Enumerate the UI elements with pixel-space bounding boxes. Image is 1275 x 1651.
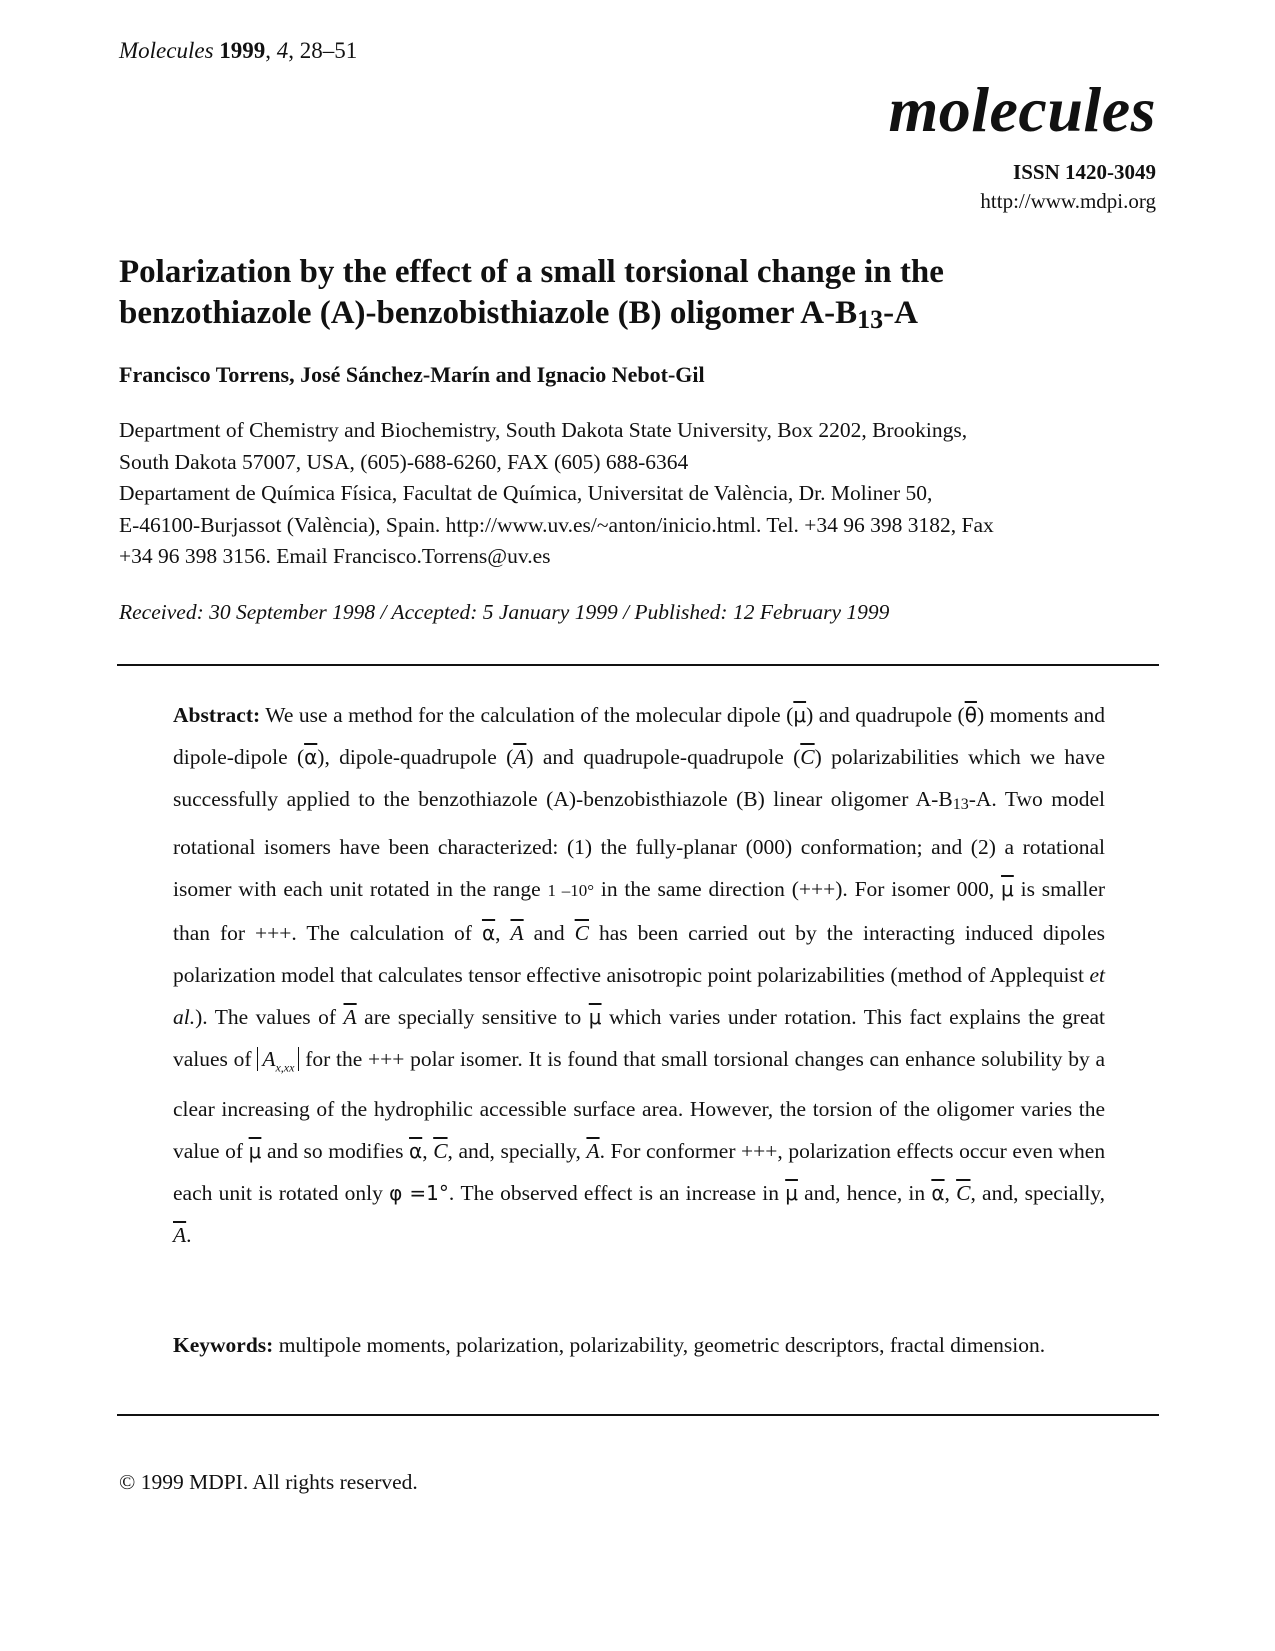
axxx-symbol: A — [262, 1047, 276, 1071]
affiliation-2-line-1: Departament de Química Física, Facultat de Química, Universitat de València, Dr. Moliner 50, — [119, 481, 933, 505]
authors: Francisco Torrens, José Sánchez-Marín and Ignacio Nebot-Gil — [119, 362, 705, 387]
a-tensor-symbol: $\overline{A}$ — [510, 921, 524, 945]
et-al: et al. — [173, 963, 1105, 1029]
axxx-magnitude — [257, 1047, 299, 1075]
keywords-label: Keywords: — [173, 1333, 274, 1357]
title-line-2: benzothiazole (A)-benzobisthiazole (B) oligomer A-B — [119, 295, 858, 331]
abstract-text: and — [533, 921, 565, 945]
citation-year: 1999 — [219, 38, 266, 63]
a-tensor-symbol: $\overline{A}$ — [513, 745, 527, 769]
affiliation-1-line-1: Department of Chemistry and Biochemistry, South Dakota State University, Box 2202, Brookings, — [119, 418, 968, 442]
oligomer-subscript: 13 — [952, 796, 969, 813]
abstract-text: are specially sensitive to — [364, 1005, 582, 1029]
bottom-divider — [117, 1414, 1159, 1416]
journal-url[interactable]: http://www.mdpi.org — [980, 189, 1156, 213]
mu-symbol: $\overline{\mu}$ — [785, 1181, 798, 1206]
abstract-text: ) moments and dipole-dipole ( — [173, 703, 1105, 769]
phi-value: φ =1° — [389, 1181, 449, 1206]
abstract-text: ), dipole-quadrupole ( — [317, 745, 514, 769]
keywords-text: multipole moments, polarization, polarizability, geometric descriptors, fractal dimension. — [278, 1333, 1046, 1357]
title-line-2-end: -A — [883, 295, 918, 331]
abstract-text: ). The values of — [195, 1005, 337, 1029]
abstract-text: for the +++ polar isomer. It is found that small torsional changes can enhance solubility by a clear increasing of the hydrophilic accessible surface area. However, the torsion of the oligomer varies the value of — [173, 1047, 1106, 1164]
c-tensor-symbol: $\overline{C}$ — [956, 1181, 971, 1206]
affiliations — [119, 415, 1164, 573]
theta-symbol: $\overline{\theta}$ — [964, 703, 977, 727]
affiliation-2-line-3: +34 96 398 3156. Email Francisco.Torrens@uv.es — [119, 544, 551, 568]
abstract-text: . For conformer +++, polarization effects occur even when each unit is rotated only — [173, 1139, 1106, 1206]
abstract-text: , and, specially, — [447, 1139, 581, 1164]
a-tensor-symbol: $\overline{A}$ — [173, 1223, 187, 1248]
alpha-symbol: $\overline{\alpha}$ — [409, 1139, 423, 1164]
alpha-symbol: $\overline{\alpha}$ — [931, 1181, 945, 1206]
c-tensor-symbol: $\overline{C}$ — [433, 1139, 448, 1164]
abstract-text: ) and quadrupole-quadrupole ( — [526, 745, 801, 769]
mu-symbol: $\overline{\mu}$ — [793, 703, 807, 727]
citation-journal: Molecules — [119, 38, 214, 63]
abstract-text: is smaller than for +++. The calculation of — [173, 877, 1106, 945]
title-line-1: Polarization by the effect of a small torsional change in the — [119, 254, 944, 290]
alpha-symbol: $\overline{\alpha}$ — [481, 921, 496, 945]
top-divider — [117, 664, 1159, 666]
abstract-label: Abstract: — [173, 703, 261, 727]
abstract-text: and, hence, in — [804, 1181, 926, 1206]
abstract — [173, 694, 1105, 1256]
abstract-text: ) polarizabilities which we have successfully applied to the benzothiazole (A)-benzobisthiazole (B) linear oligomer A-B — [173, 745, 1105, 811]
affiliation-1-line-2: South Dakota 57007, USA, (605)-688-6260, FAX (605) 688-6364 — [119, 449, 689, 474]
a-tensor-symbol: $\overline{A}$ — [586, 1139, 600, 1164]
c-tensor-symbol: $\overline{C}$ — [574, 921, 589, 945]
abstract-text: . — [186, 1223, 192, 1248]
rotation-range: 1 –10° — [547, 881, 595, 900]
title-subscript: 13 — [857, 305, 884, 334]
copyright: © 1999 MDPI. All rights reserved. — [119, 1470, 418, 1494]
abstract-text: -A. Two model rotational isomers have been characterized: (1) the fully-planar (000) conformation; and (2) a rotational isomer with each unit rotated in the range — [173, 787, 1105, 901]
issn: ISSN 1420-3049 — [1013, 160, 1156, 184]
abstract-text: ) and quadrupole ( — [806, 703, 965, 727]
abstract-paragraph: Abstract: We use a method for the calculation of the molecular dipole $(\overline{\mu})$ and quadrupole $(\overline{\theta})$ moments and dipole-dipole $(\overline{\alpha})$, dipole-quadrupole $(\overline{A})$ and quadrupole-quadrupole $(\overline{C})$ polarizabilities which we have successfully applied to the benzothiazole (A)-benzobisthiazole (B) linear oligomer $A-B_{13}-A$. Two model rotational isomers have been characterized: (1) the fully-planar (000) conformation; and (2) a rotational isomer with each unit rotated in the range 1 –10° in the same direction (+++). For isomer 000, $\overline{\mu}$ is smaller than for +++. The calculation of $\overline{\alpha}$, $\overline{A}$ and $\overline{C}$ has been carried out by the interacting induced dipoles polarization model that calculates tensor effective anisotropic point polarizabilities (method of Applequist et al.). The values of $\overline{A}$ are specially sensitive to $\overline{\mu}$ which varies under rotation. This fact explains the great values of $A_{x,xx}$ for the +++ polar isomer. It is found that small torsional changes can enhance solubility by a clear increasing of the hydrophilic accessible surface area. However, the torsion of the oligomer varies the value of $\overline{\mu}$ and so modifies $\overline{\alpha}$, $\overline{C}$, and, specially, $\overline{A}$. For conformer +++, polarization effects occur even when each unit is rotated only φ =1°. The observed effect is an increase in $\overline{\mu}$ and, hence, in $\overline{\alpha}$, $\overline{C}$, and, specially, $\overline{A}$. — [173, 703, 1106, 1248]
mu-symbol: $\overline{\mu}$ — [248, 1139, 262, 1164]
abstract-text: in the same direction (+++). For isomer 000, — [600, 877, 995, 901]
citation-volume: 4 — [276, 38, 289, 63]
abstract-text: which varies under rotation. This fact explains the great values of — [173, 1005, 1106, 1071]
a-tensor-symbol: $\overline{A}$ — [343, 1005, 357, 1029]
abstract-text: . The observed effect is an increase in — [448, 1181, 779, 1206]
abstract-text: We use a method for the calculation of the molecular dipole ( — [265, 703, 794, 727]
publication-dates: Received: 30 September 1998 / Accepted: 5 January 1999 / Published: 12 February 1999 — [119, 600, 890, 624]
citation-pages: 28–51 — [299, 38, 358, 63]
page-title — [119, 252, 1159, 340]
alpha-symbol: $\overline{\alpha}$ — [304, 745, 318, 769]
abstract-text: has been carried out by the interacting induced dipoles polarization model that calculates tensor effective anisotropic point polarizabilities (method of Applequist — [173, 921, 1106, 987]
citation-line: Molecules 1999, 4, 28–51 — [119, 38, 358, 63]
mu-symbol: $\overline{\mu}$ — [588, 1005, 602, 1029]
c-tensor-symbol: $\overline{C}$ — [800, 745, 815, 769]
journal-logo-text: molecules — [888, 74, 1156, 145]
axxx-subscript: x,xx — [275, 1060, 295, 1075]
keywords — [173, 1330, 1105, 1361]
affiliation-2-line-2: E-46100-Burjassot (València), Spain. http://www.uv.es/~anton/inicio.html. Tel. +34 96 398 3182, Fax — [119, 512, 994, 537]
mu-symbol: $\overline{\mu}$ — [1001, 877, 1014, 901]
abstract-text: and so modifies — [266, 1139, 404, 1164]
abstract-text: , and, specially, — [970, 1181, 1106, 1206]
